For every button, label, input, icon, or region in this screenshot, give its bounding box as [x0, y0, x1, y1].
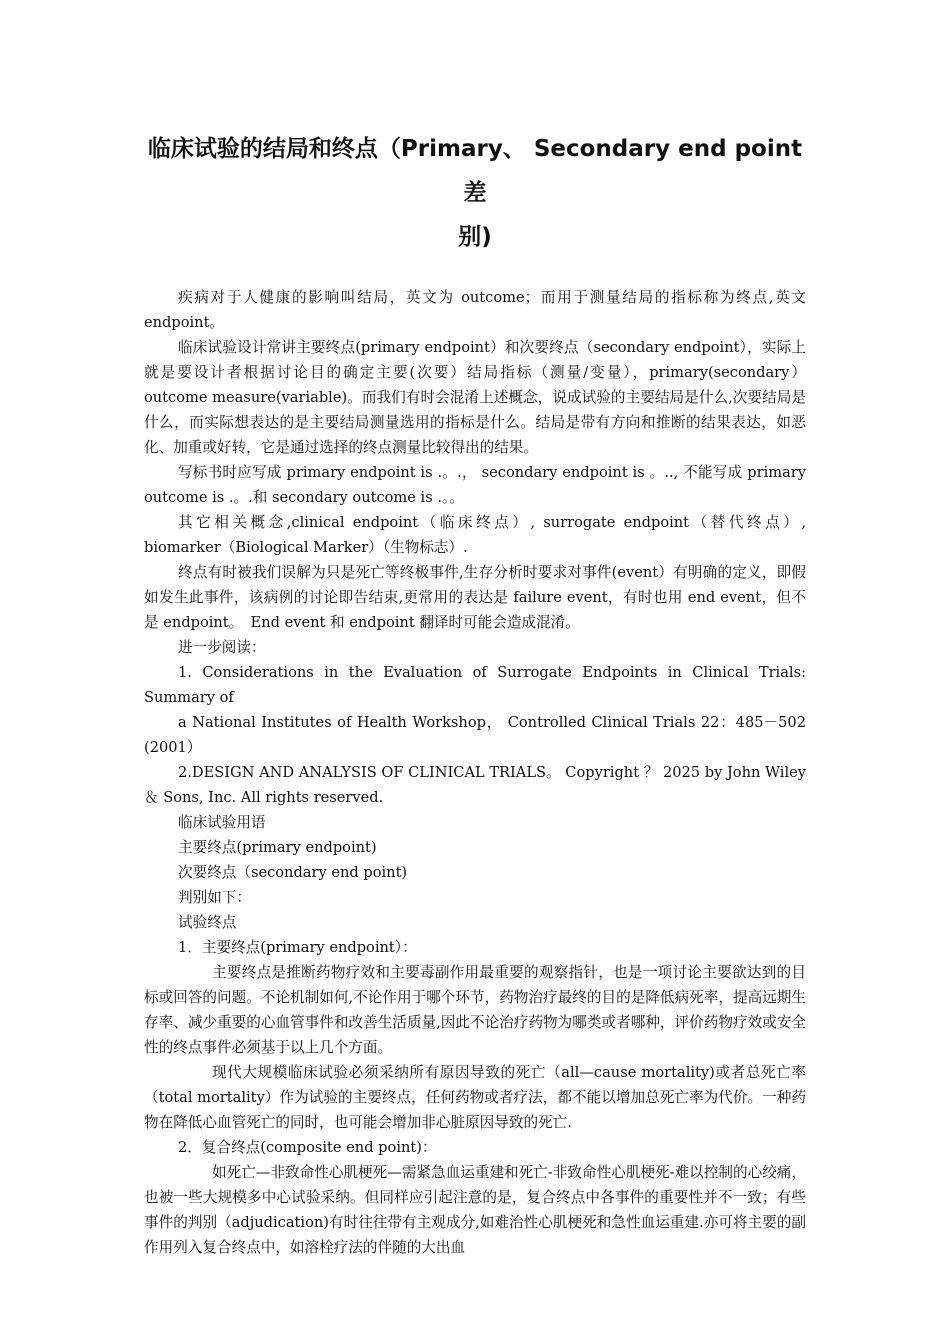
reference-1-line-2: a National Institutes of Health Workshop， Controlled Clinical Trials 22：485－502 (2001）	[144, 714, 806, 756]
term-secondary-endpoint: 次要终点（secondary end point)	[178, 864, 408, 881]
reference-2: 2.DESIGN AND ANALYSIS OF CLINICAL TRIALS。 Copyright ？ 2025 by John Wiley ＆ Sons, Inc. All rights reserved.	[144, 764, 806, 806]
paragraph-endpoint-design: 临床试验设计常讲主要终点(primary endpoint）和次要终点（secondary endpoint），实际上就是要设计者根据讨论目的确定主要(次要）结局指标（测量/变量），primary(secondary） outcome measure(variable)。而我们有时会混淆上述概念，说成试验的主要结局是什么,次要结局是什么，而实际想表达的是主要结局测量选用的指标是什么。结局是带有方向和推断的结果表达，如恶化、加重或好转，它是通过选择的终点测量比较得出的结果。	[144, 339, 806, 456]
section-composite-endpoint-heading: 2．复合终点(composite end point)：	[178, 1139, 437, 1156]
section-primary-endpoint-heading: 1．主要终点(primary endpoint）：	[178, 939, 417, 956]
paragraph-event-definition: 终点有时被我们误解为只是死亡等终极事件,生存分析时要求对事件(event）有明确的定义，即假如发生此事件，该病例的讨论即告结束,更常用的表达是 failure event，有时也用 end event，但不是 endpoint。 End event 和 endpoint 翻译时可能会造成混淆。	[144, 564, 806, 631]
title-line-1: 临床试验的结局和终点（Primary、 Secondary end point 差	[147, 136, 803, 206]
paragraph-composite-endpoint: 如死亡—非致命性心肌梗死—需紧急血运重建和死亡-非致命性心肌梗死-难以控制的心绞痛，也被一些大规模多中心试验采纳。但同样应引起注意的是，复合终点中各事件的重要性并不一致；有些事件的判别（adjudication)有时往往带有主观成分,如难治性心肌梗死和急性血运重建.亦可将主要的副作用列入复合终点中，如溶栓疗法的伴随的大出血	[144, 1164, 806, 1256]
distinction-heading: 判别如下：	[178, 889, 251, 906]
terms-heading: 临床试验用语	[178, 814, 266, 831]
paragraph-primary-endpoint: 主要终点是推断药物疗效和主要毒副作用最重要的观察指针，也是一项讨论主要欲达到的目标或回答的问题。不论机制如何,不论作用于哪个环节，药物治疗最终的目的是降低病死率，提高远期生存率、减少重要的心血管事件和改善生活质量,因此不论治疗药物为哪类或者哪种，评价药物疗效或安全性的终点事件必须基于以上几个方面。	[144, 964, 806, 1056]
paragraph-outcome-definition: 疾病对于人健康的影响叫结局，英文为 outcome；而用于测量结局的指标称为终点,英文 endpoint。	[144, 289, 806, 331]
term-primary-endpoint: 主要终点(primary endpoint)	[178, 839, 377, 856]
further-reading-heading: 进一步阅读：	[178, 639, 266, 656]
trial-endpoint-heading: 试验终点	[178, 914, 237, 931]
document-title	[144, 127, 806, 259]
reference-1-line-1: 1. Considerations in the Evaluation of Surrogate Endpoints in Clinical Trials: Summary of	[144, 664, 806, 706]
paragraph-related-concepts: 其它相关概念,clinical endpoint（临床终点）, surrogate endpoint（替代终点）, biomarker（Biological Marker）（生物标志）.	[144, 514, 806, 556]
paragraph-total-mortality: 现代大规模临床试验必须采纳所有原因导致的死亡（all—cause mortality)或者总死亡率（total mortality）作为试验的主要终点，任何药物或者疗法，都不能以增加总死亡率为代价。一种药物在降低心血管死亡的同时，也可能会增加非心脏原因导致的死亡.	[144, 1064, 806, 1131]
title-line-2: 别)	[458, 224, 492, 250]
document-body	[144, 127, 806, 1260]
paragraph-proposal-writing: 写标书时应写成 primary endpoint is .。.， secondary endpoint is 。.., 不能写成 primary outcome is .。.和 secondary outcome is .。。	[144, 464, 806, 506]
